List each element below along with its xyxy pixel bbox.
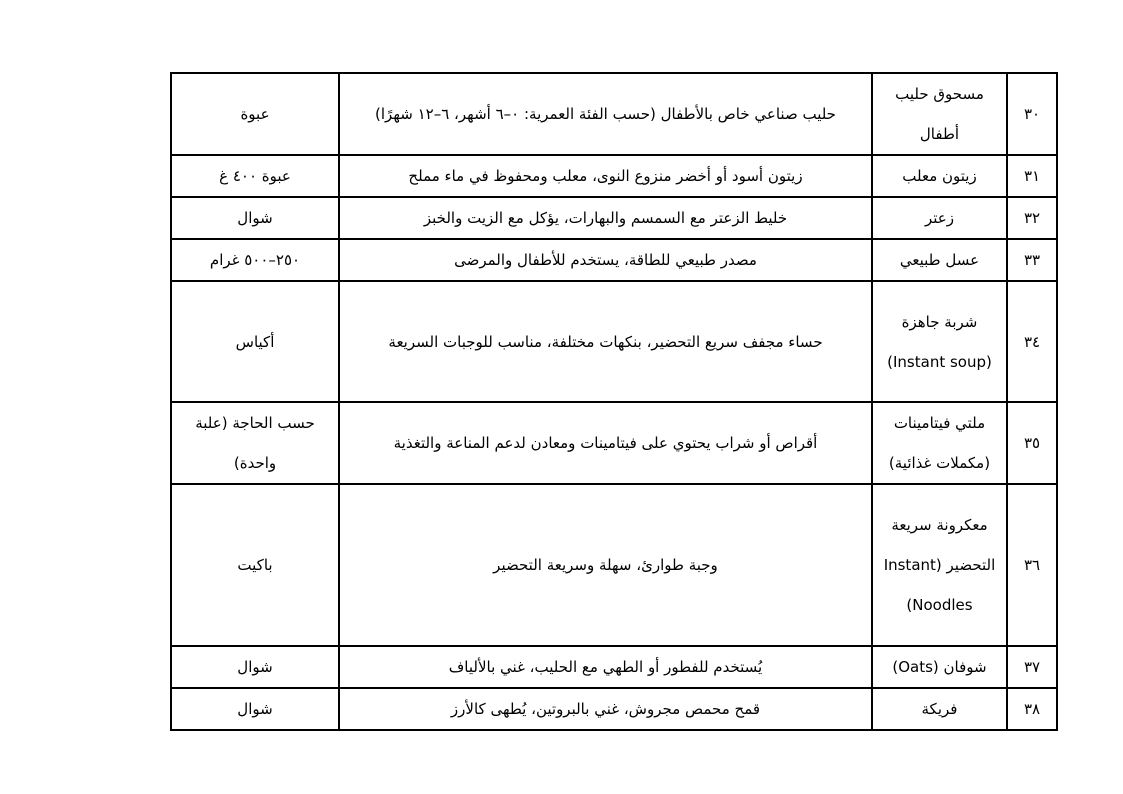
item-name: زعتر [872,197,1007,239]
item-name: عسل طبيعي [872,239,1007,281]
item-unit: شوال [171,197,339,239]
row-number: ٣٦ [1007,484,1057,646]
item-description: حساء مجفف سريع التحضير، بنكهات مختلفة، مناسب للوجبات السريعة [339,281,872,402]
item-name: فريكة [872,688,1007,730]
item-unit: حسب الحاجة (علبة واحدة) [171,402,339,484]
table-row [171,73,1057,155]
items-table [170,72,1058,731]
item-name: معكرونة سريعة التحضير (Instant Noodles) [872,484,1007,646]
row-number: ٣١ [1007,155,1057,197]
item-description: مصدر طبيعي للطاقة، يستخدم للأطفال والمرضى [339,239,872,281]
item-name: ملتي فيتامينات (مكملات غذائية) [872,402,1007,484]
row-number: ٣٣ [1007,239,1057,281]
table-row [171,688,1057,730]
row-number: ٣٧ [1007,646,1057,688]
row-number: ٣٢ [1007,197,1057,239]
item-description: خليط الزعتر مع السمسم والبهارات، يؤكل مع الزيت والخبز [339,197,872,239]
table-row [171,155,1057,197]
item-unit: شوال [171,646,339,688]
row-number: ٣٨ [1007,688,1057,730]
item-unit: ٢٥٠–٥٠٠ غرام [171,239,339,281]
table-row [171,281,1057,402]
item-unit: شوال [171,688,339,730]
table-row [171,484,1057,646]
item-unit: باكيت [171,484,339,646]
item-description: أقراص أو شراب يحتوي على فيتامينات ومعادن لدعم المناعة والتغذية [339,402,872,484]
item-description: يُستخدم للفطور أو الطهي مع الحليب، غني بالألياف [339,646,872,688]
item-name: زيتون معلب [872,155,1007,197]
item-description: وجبة طوارئ، سهلة وسريعة التحضير [339,484,872,646]
table-row [171,239,1057,281]
item-name: مسحوق حليب أطفال [872,73,1007,155]
item-name: شوفان (Oats) [872,646,1007,688]
row-number: ٣٥ [1007,402,1057,484]
table-row [171,402,1057,484]
row-number: ٣٠ [1007,73,1057,155]
item-description: حليب صناعي خاص بالأطفال (حسب الفئة العمرية: ٠–٦ أشهر، ٦–١٢ شهرًا) [339,73,872,155]
item-unit: عبوة [171,73,339,155]
item-description: قمح محمص مجروش، غني بالبروتين، يُطهى كالأرز [339,688,872,730]
table-row [171,646,1057,688]
table-row [171,197,1057,239]
item-unit: عبوة ٤٠٠ غ [171,155,339,197]
item-unit: أكياس [171,281,339,402]
row-number: ٣٤ [1007,281,1057,402]
item-description: زيتون أسود أو أخضر منزوع النوى، معلب ومحفوظ في ماء مملح [339,155,872,197]
item-name: شربة جاهزة (Instant soup) [872,281,1007,402]
